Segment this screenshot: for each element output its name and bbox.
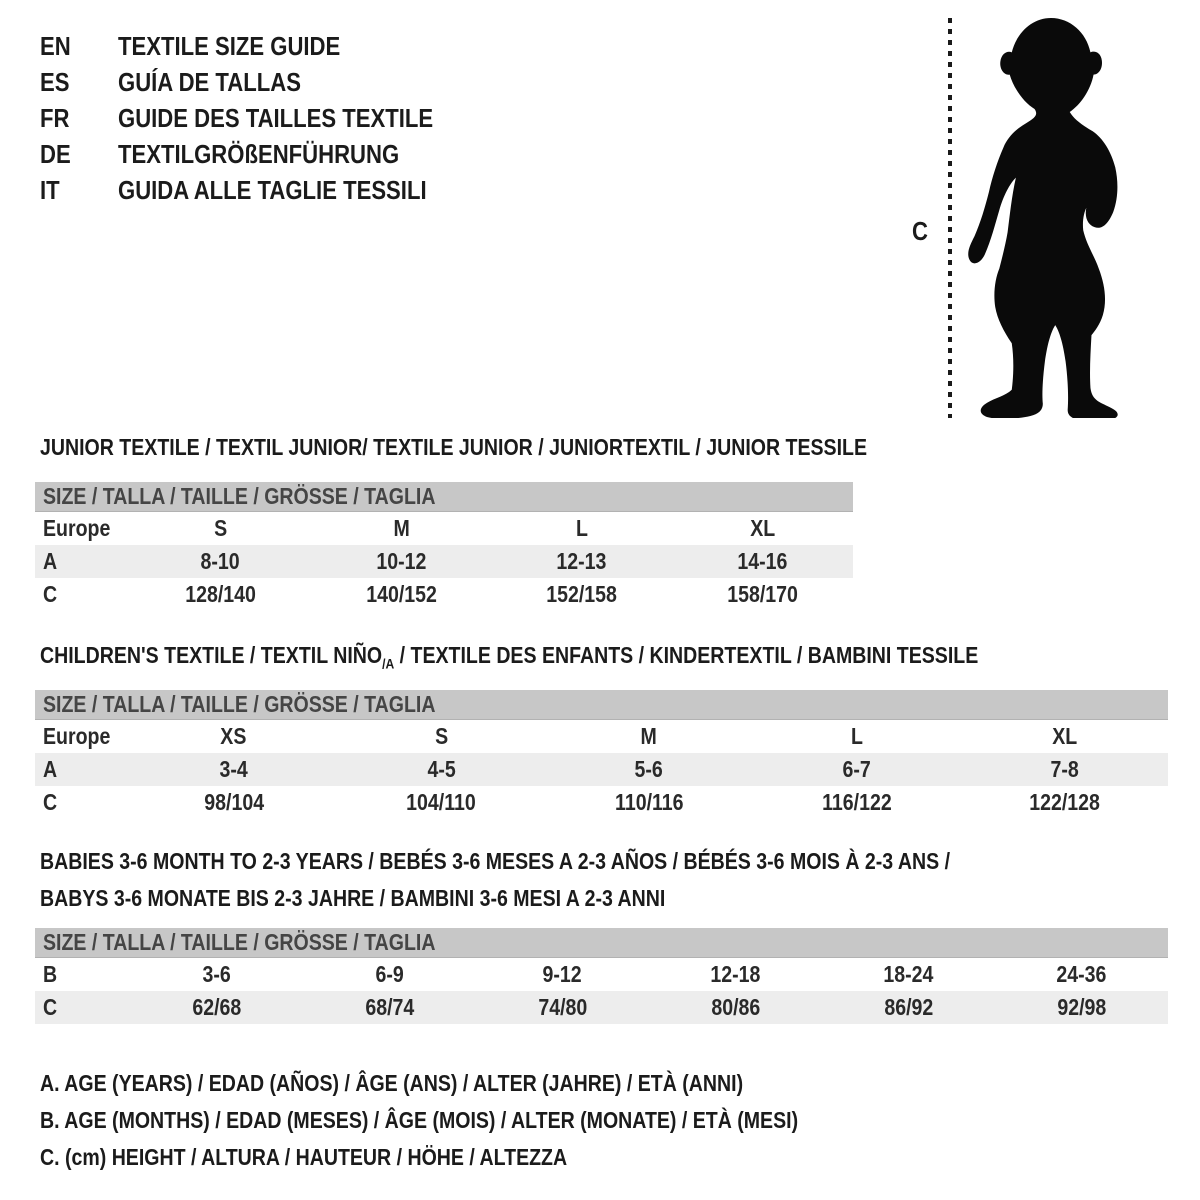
cell: 12-13 (556, 548, 607, 574)
legend-age-months: B. AGE (MONTHS) / EDAD (MESES) / ÂGE (MOIS) / ALTER (MONATE) / ETÀ (MESI) (40, 1107, 799, 1133)
cell: 74/80 (538, 994, 587, 1020)
cell: 12-18 (710, 961, 761, 987)
children-size-table (35, 690, 1168, 819)
size-header-bar (35, 690, 1168, 720)
table-row-height (35, 786, 1168, 819)
cell: 5-6 (634, 756, 664, 782)
cell: 6-9 (375, 961, 404, 987)
guide-title: GUIDA ALLE TAGLIE TESSILI (118, 174, 427, 205)
language-row-fr (40, 100, 489, 136)
guide-title: TEXTILGRÖßENFÜHRUNG (118, 138, 400, 169)
cell: L (575, 515, 588, 541)
cell: 14-16 (737, 548, 788, 574)
height-dashed-line (948, 18, 952, 418)
row-label: A (43, 756, 58, 782)
size-header-bar (35, 928, 1168, 958)
table-row-europe (35, 720, 1168, 753)
cell: XL (750, 515, 776, 541)
table-row-height (35, 991, 1168, 1024)
cell: 7-8 (1050, 756, 1079, 782)
cell: S (434, 723, 448, 749)
cell: 104/110 (406, 789, 477, 815)
title-text: / TEXTILE DES ENFANTS / KINDERTEXTIL / BAMBINI TESSILE (394, 642, 979, 668)
cell: 92/98 (1057, 994, 1106, 1020)
language-row-es (40, 64, 489, 100)
table-row-age-months (35, 958, 1168, 991)
guide-title: GUIDE DES TAILLES TEXTILE (118, 102, 434, 133)
cell: 10-12 (376, 548, 427, 574)
cell: 68/74 (365, 994, 414, 1020)
language-row-it (40, 172, 489, 208)
junior-section-title: JUNIOR TEXTILE / TEXTIL JUNIOR/ TEXTILE JUNIOR / JUNIORTEXTIL / JUNIOR TESSILE (40, 434, 868, 460)
cell: 158/170 (727, 581, 798, 607)
table-row-age-years (35, 545, 853, 578)
cell: 62/68 (192, 994, 241, 1020)
language-title-list (40, 28, 489, 208)
language-row-de (40, 136, 489, 172)
row-label: Europe (43, 515, 111, 541)
title-text: CHILDREN'S TEXTILE / TEXTIL NIÑO (40, 642, 383, 668)
cell: 80/86 (711, 994, 760, 1020)
language-row-en (40, 28, 489, 64)
cell: XS (220, 723, 247, 749)
cell: S (213, 515, 227, 541)
cell: 128/140 (185, 581, 256, 607)
cell: XL (1051, 723, 1077, 749)
height-measure-label: C (912, 216, 928, 246)
cell: 116/122 (821, 789, 892, 815)
table-row-height (35, 578, 853, 611)
size-header-label: SIZE / TALLA / TAILLE / GRÖSSE / TAGLIA (43, 691, 436, 717)
cell: 3-4 (219, 756, 248, 782)
cell: 9-12 (542, 961, 583, 987)
cell: 24-36 (1056, 961, 1107, 987)
row-label: C (43, 789, 58, 815)
cell: 110/116 (614, 789, 684, 815)
cell: 98/104 (203, 789, 264, 815)
cell: 4-5 (427, 756, 456, 782)
babies-size-table (35, 928, 1168, 1024)
guide-title: GUÍA DE TALLAS (118, 66, 301, 97)
row-label: Europe (43, 723, 111, 749)
language-code: FR (40, 102, 70, 133)
row-label: C (43, 994, 58, 1020)
cell: 152/158 (546, 581, 618, 607)
babies-section-title-line2: BABYS 3-6 MONATE BIS 2-3 JAHRE / BAMBINI 3-6 MESI A 2-3 ANNI (40, 885, 666, 911)
size-header-label: SIZE / TALLA / TAILLE / GRÖSSE / TAGLIA (43, 483, 436, 509)
title-sub: /A (382, 656, 395, 673)
legend-height: C. (cm) HEIGHT / ALTURA / HAUTEUR / HÖHE / ALTEZZA (40, 1144, 568, 1170)
legend-age-years: A. AGE (YEARS) / EDAD (AÑOS) / ÂGE (ANS) / ALTER (JAHRE) / ETÀ (ANNI) (40, 1070, 744, 1096)
table-row-age-years (35, 753, 1168, 786)
cell: 3-6 (202, 961, 231, 987)
children-section-title (40, 642, 1144, 678)
table-row-europe (35, 512, 853, 545)
junior-size-table (35, 482, 853, 611)
babies-section-title-line1: BABIES 3-6 MONTH TO 2-3 YEARS / BEBÉS 3-6 MESES A 2-3 AÑOS / BÉBÉS 3-6 MOIS À 2-3 ANS / (40, 848, 951, 874)
size-header-label: SIZE / TALLA / TAILLE / GRÖSSE / TAGLIA (43, 929, 436, 955)
cell: M (392, 515, 410, 541)
row-label: A (43, 548, 58, 574)
size-header-bar (35, 482, 853, 512)
cell: 6-7 (842, 756, 871, 782)
cell: M (640, 723, 658, 749)
baby-silhouette-icon (960, 14, 1136, 418)
cell: 18-24 (883, 961, 934, 987)
cell: 122/128 (1028, 789, 1100, 815)
language-code: EN (40, 30, 71, 61)
cell: L (850, 723, 863, 749)
row-label: B (43, 961, 58, 987)
cell: 140/152 (365, 581, 437, 607)
language-code: IT (40, 174, 60, 205)
cell: 86/92 (884, 994, 933, 1020)
guide-title: TEXTILE SIZE GUIDE (118, 30, 341, 61)
language-code: ES (40, 66, 70, 97)
language-code: DE (40, 138, 71, 169)
row-label: C (43, 581, 58, 607)
cell: 8-10 (200, 548, 240, 574)
